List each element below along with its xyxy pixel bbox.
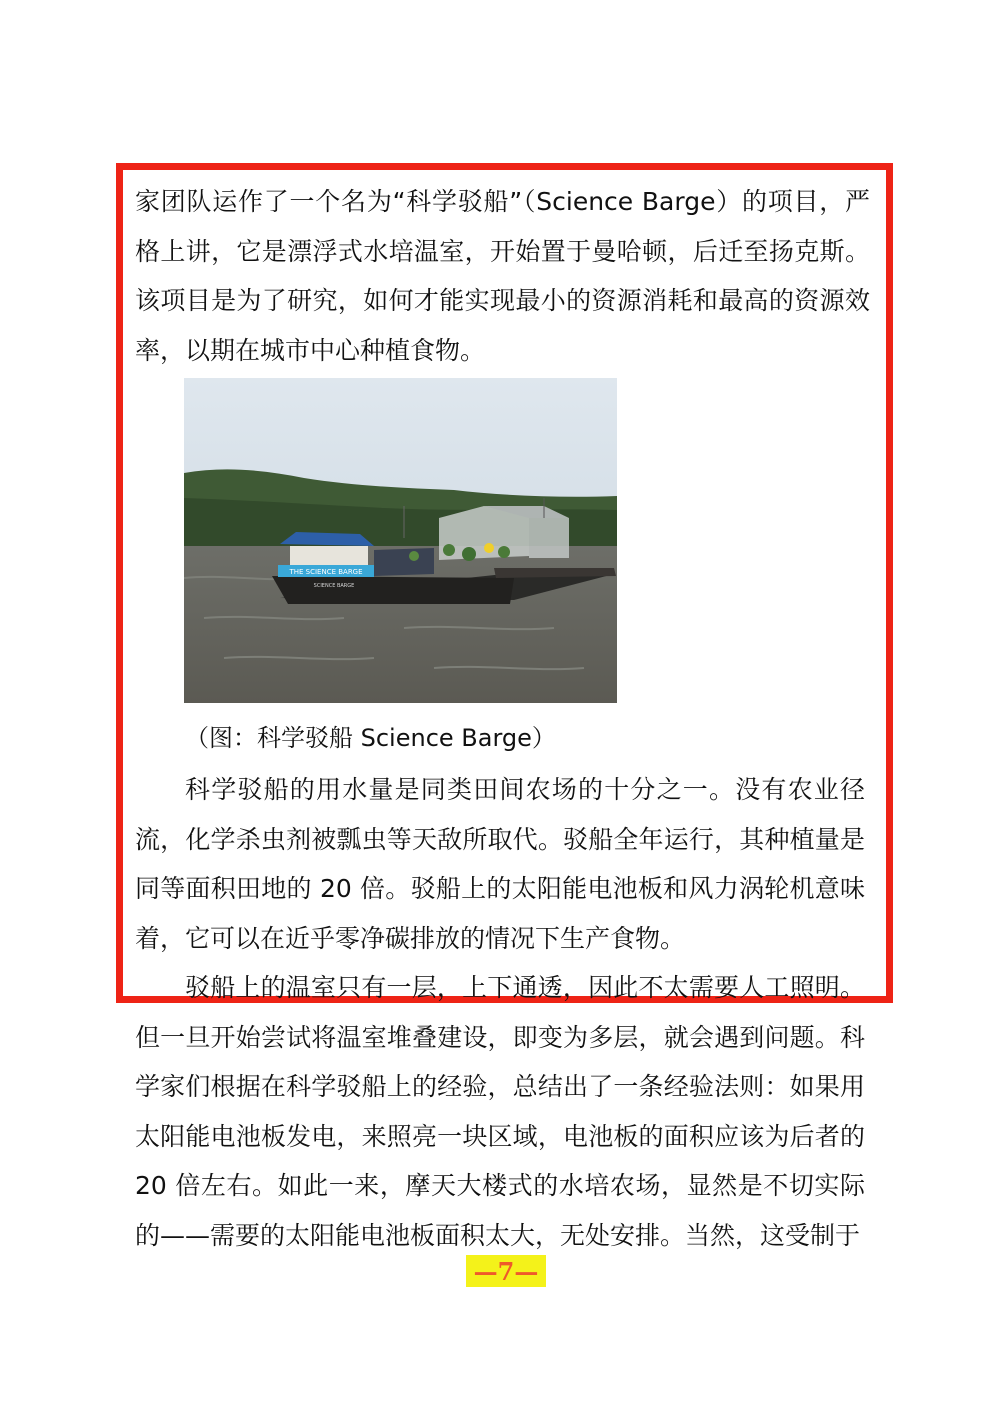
paragraph-1: 家团队运作了一个名为“科学驳船”（Science Barge）的项目，严格上讲，它是漂浮式水培温室，开始置于曼哈顿，后迁至扬克斯。该项目是为了研究，如何才能实现最小的资源消耗和最高的资源效率，以期在城市中心种植食物。: [135, 187, 870, 365]
photo-illustration: [184, 378, 617, 703]
page-number: —7—: [466, 1255, 546, 1287]
document-body: [135, 177, 870, 375]
paragraph-2: 科学驳船的用水量是同类田间农场的十分之一。没有农业径流，化学杀虫剂被瓢虫等天敌所取代。驳船全年运行，其种植量是同等面积田地的 20 倍。驳船上的太阳能电池板和风力涡轮机意味着，它可以在近乎零净碳排放的情况下生产食物。: [135, 775, 865, 953]
science-barge-photo: [184, 378, 617, 703]
document-body-continued: [135, 765, 865, 1260]
barge-sign-text: THE SCIENCE BARGE: [289, 568, 363, 576]
hull-text: SCIENCE BARGE: [313, 583, 355, 589]
photo-caption: （图：科学驳船 Science Barge）: [185, 724, 556, 752]
paragraph-3: 驳船上的温室只有一层，上下通透，因此不太需要人工照明。但一旦开始尝试将温室堆叠建设，即变为多层，就会遇到问题。科学家们根据在科学驳船上的经验，总结出了一条经验法则：如果用太阳能电池板发电，来照亮一块区域，电池板的面积应该为后者的 20 倍左右。如此一来，摩天大楼式的水培农场，显然是不切实际的——需要的太阳能电池板面积太大，无处安排。当然，这受制于: [135, 973, 865, 1250]
